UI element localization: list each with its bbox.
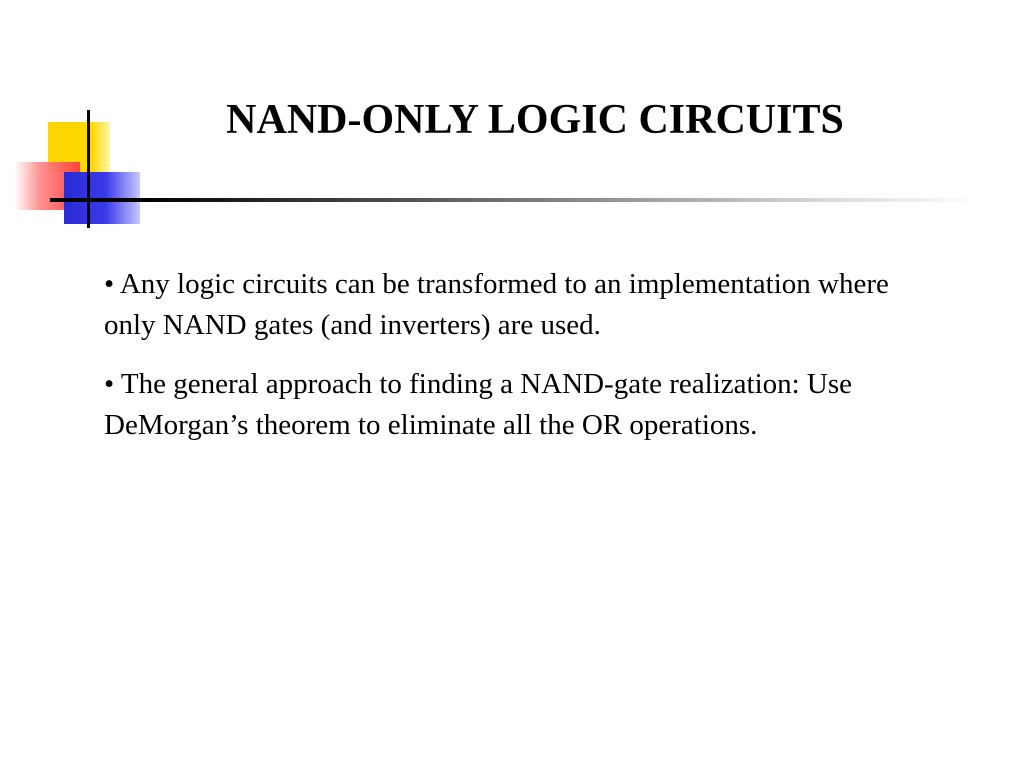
- slide-title: NAND-ONLY LOGIC CIRCUITS: [226, 97, 844, 143]
- bullet-text: Any logic circuits can be transformed to an implementation where only NAND gates (and inverters) are used.: [104, 268, 889, 341]
- bullet-marker: •: [104, 268, 115, 300]
- bullet-item: [104, 364, 904, 446]
- bullet-marker: •: [104, 368, 115, 400]
- bullet-text: The general approach to finding a NAND-gate realization: Use DeMorgan’s theorem to eliminate all the OR operations.: [104, 368, 853, 441]
- title-underline-rule: [50, 198, 980, 202]
- bullet-list: [104, 264, 904, 464]
- decor-vertical-line: [87, 110, 90, 228]
- bullet-item: [104, 264, 904, 346]
